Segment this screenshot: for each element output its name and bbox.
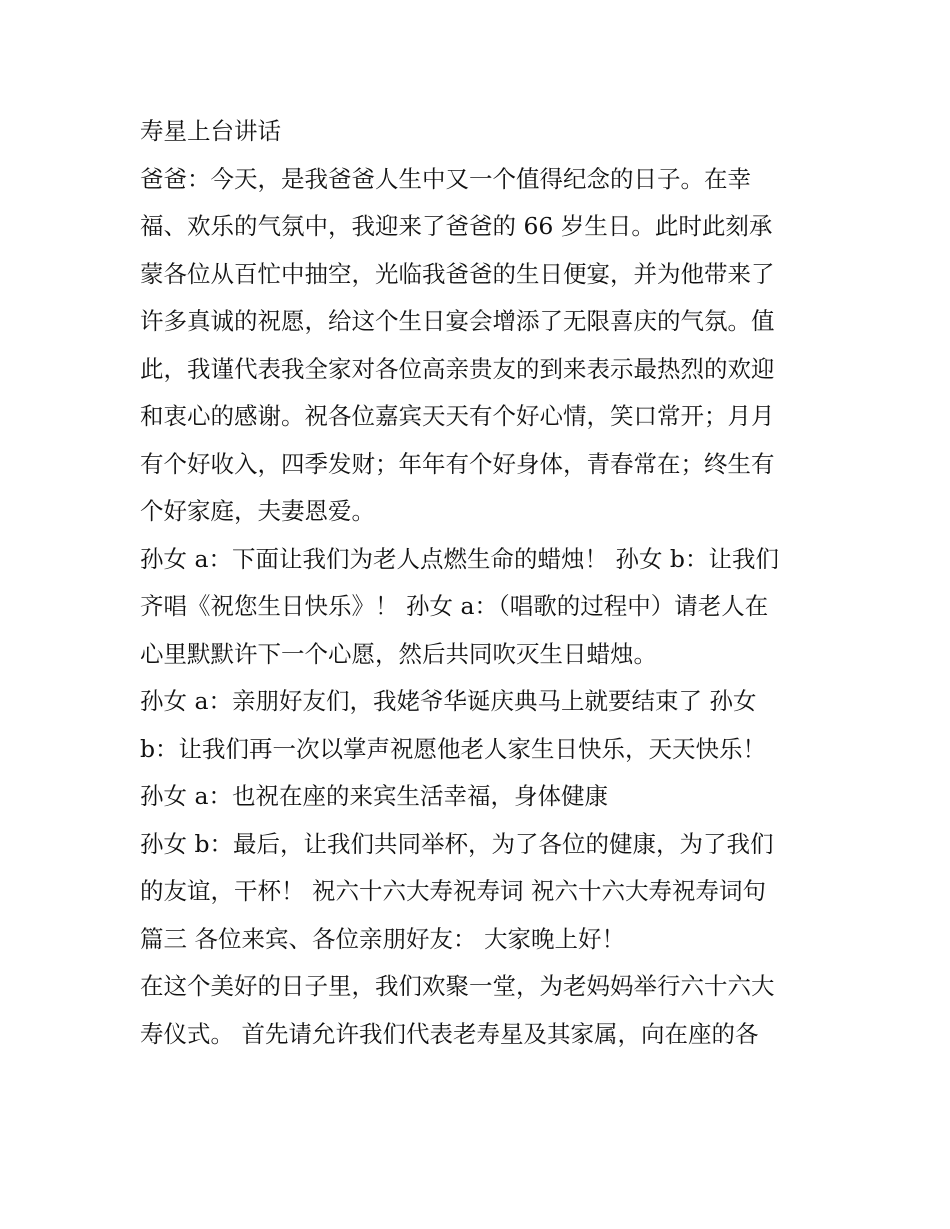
text-line: 有个好收入，四季发财；年年有个好身体，青春常在；终生有	[140, 449, 775, 478]
text-line: 福、欢乐的气氛中，我迎来了爸爸的 66 岁生日。此时此刻承	[140, 212, 773, 240]
text-line: 爸爸：今天，是我爸爸人生中又一个值得纪念的日子。在幸	[140, 164, 751, 193]
text-line: 个好家庭，夫妻恩爱。	[140, 497, 375, 525]
text-line: b：让我们再一次以掌声祝愿他老人家生日快乐，天天快乐！	[140, 734, 767, 763]
text-line: 齐唱《祝您生日快乐》！ 孙女 a：（唱歌的过程中）请老人在	[140, 592, 769, 620]
text-line: 寿仪式。 首先请允许我们代表老寿星及其家属，向在座的各	[140, 1019, 759, 1048]
document-title: 寿星上台讲话	[140, 117, 281, 145]
text-line: 孙女 b：最后，让我们共同举杯，为了各位的健康，为了我们	[140, 829, 774, 858]
text-line: 孙女 a：也祝在座的来宾生活幸福，身体健康	[140, 782, 608, 810]
text-line: 孙女 a：下面让我们为老人点燃生命的蜡烛！ 孙女 b：让我们	[140, 544, 779, 573]
document-body	[140, 108, 812, 1058]
text-line: 孙女 a：亲朋好友们，我姥爷华诞庆典马上就要结束了 孙女	[140, 687, 757, 715]
text-line: 篇三 各位来宾、各位亲朋好友： 大家晚上好！	[140, 924, 625, 953]
text-line: 在这个美好的日子里，我们欢聚一堂，为老妈妈举行六十六大	[140, 972, 775, 1000]
text-line: 许多真诚的祝愿，给这个生日宴会增添了无限喜庆的气氛。值	[140, 307, 775, 335]
text-line: 的友谊，干杯！ 祝六十六大寿祝寿词 祝六十六大寿祝寿词句	[140, 877, 766, 905]
text-line: 蒙各位从百忙中抽空，光临我爸爸的生日便宴，并为他带来了	[140, 259, 775, 288]
text-line: 此，我谨代表我全家对各位高亲贵友的到来表示最热烈的欢迎	[140, 354, 775, 383]
text-line: 和衷心的感谢。祝各位嘉宾天天有个好心情，笑口常开；月月	[140, 402, 775, 430]
text-line: 心里默默许下一个心愿，然后共同吹灭生日蜡烛。	[140, 639, 657, 668]
